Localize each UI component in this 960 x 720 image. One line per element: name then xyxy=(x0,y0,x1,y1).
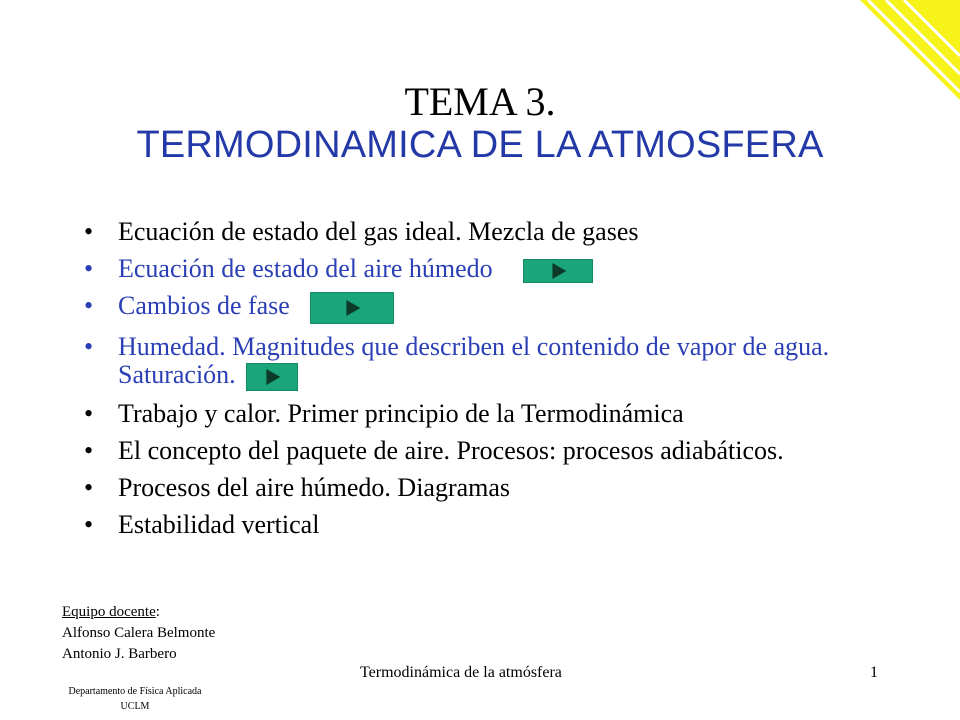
bullet-icon: • xyxy=(84,436,94,466)
topic-list xyxy=(80,218,900,548)
slide-subtitle: TERMODINAMICA DE LA ATMOSFERA xyxy=(136,124,824,166)
teaching-staff xyxy=(62,602,215,665)
bullet-icon: • xyxy=(84,332,94,362)
topic-text: Procesos del aire húmedo. Diagramas xyxy=(118,473,511,503)
topic-item xyxy=(80,400,900,428)
play-icon xyxy=(267,369,281,385)
topic-text: Trabajo y calor. Primer principio de la Termodinámica xyxy=(118,399,684,429)
department-name: Departamento de Física Aplicada xyxy=(68,686,202,697)
topic-item xyxy=(80,333,900,391)
nav-button-humedad[interactable] xyxy=(246,363,298,391)
bullet-icon: • xyxy=(84,254,94,283)
staff-member: Antonio J. Barbero xyxy=(62,646,177,662)
university-name: UCLM xyxy=(120,701,150,712)
page-number: 1 xyxy=(870,664,878,681)
nav-button-cambios-fase[interactable] xyxy=(310,292,394,324)
topic-item xyxy=(80,292,900,324)
staff-heading-line xyxy=(62,602,215,623)
topic-text: Ecuación de estado del aire húmedo xyxy=(118,254,493,283)
department-label xyxy=(20,684,250,714)
bullet-icon: • xyxy=(84,217,94,246)
topic-text: Humedad. Magnitudes que describen el contenido de vapor de agua. Saturación. xyxy=(118,332,830,390)
bullet-icon: • xyxy=(84,291,94,321)
staff-heading-colon: : xyxy=(155,604,160,620)
staff-heading: Equipo docente xyxy=(62,604,156,620)
topic-item xyxy=(80,218,900,246)
topic-text: Ecuación de estado del gas ideal. Mezcla de gases xyxy=(118,217,639,246)
play-icon xyxy=(553,263,567,279)
topic-item xyxy=(80,255,900,283)
topic-text: Cambios de fase xyxy=(118,291,290,321)
bullet-icon: • xyxy=(84,473,94,503)
bullet-icon: • xyxy=(84,399,94,429)
slide-title: TEMA 3. xyxy=(404,79,556,124)
topic-text: Estabilidad vertical xyxy=(118,510,320,540)
topic-item xyxy=(80,437,900,465)
nav-button-aire-humedo[interactable] xyxy=(523,259,593,283)
bullet-icon: • xyxy=(84,510,94,540)
topic-item xyxy=(80,474,900,502)
topic-text: El concepto del paquete de aire. Procesos: procesos adiabáticos. xyxy=(118,436,784,466)
staff-member: Alfonso Calera Belmonte xyxy=(62,625,216,641)
footer-title: Termodinámica de la atmósfera xyxy=(360,664,562,681)
play-icon xyxy=(347,300,361,316)
topic-item xyxy=(80,511,900,539)
